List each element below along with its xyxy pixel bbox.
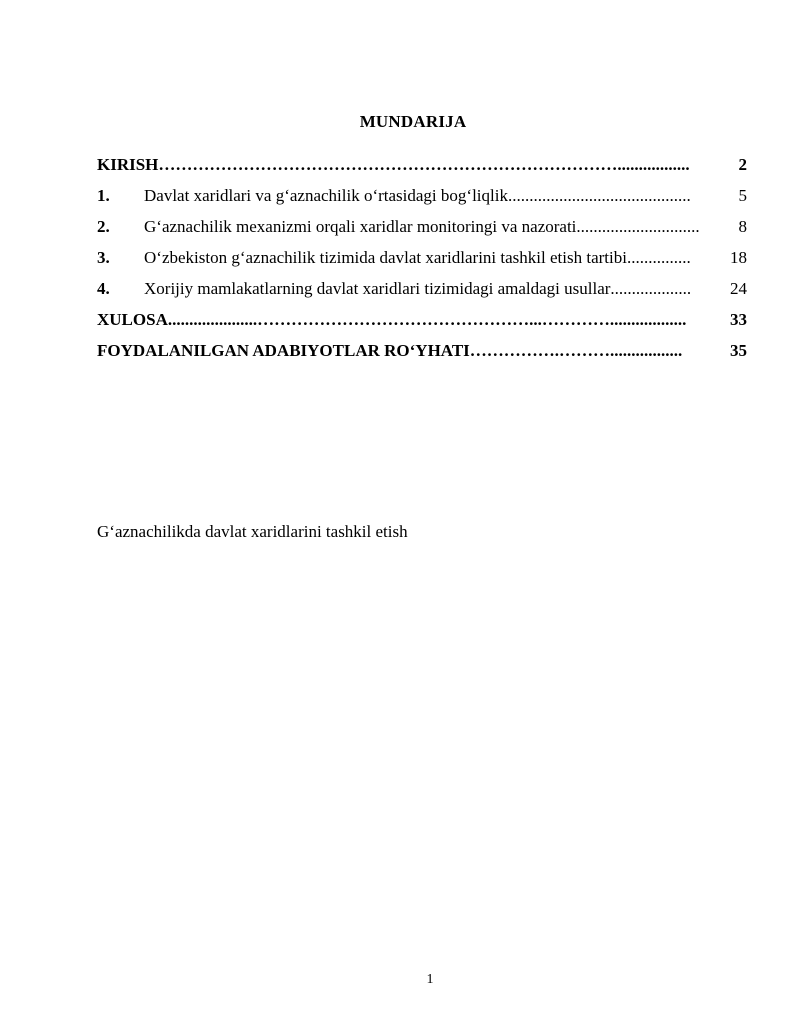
toc-entry-label: Xorijiy mamlakatlarning davlat xaridlari tizimidagi amaldagi usullar [144, 279, 611, 298]
toc-entry-page: 18 [730, 248, 747, 267]
toc-entry-page: 33 [730, 310, 747, 329]
toc-entry-kirish[interactable] [97, 155, 747, 186]
toc-entry-number: 4. [97, 279, 110, 298]
toc-entry-page: 2 [738, 155, 747, 174]
toc-entry-label: G‘aznachilik mexanizmi orqali xaridlar monitoringi va nazorati [144, 217, 577, 236]
toc-leader-dots: ............... [626, 248, 691, 267]
toc-leader-dots: ………………………………………………………………………................. [158, 155, 690, 174]
toc-entry-4[interactable] [97, 279, 747, 310]
document-subtitle: G‘aznachilikda davlat xaridlarini tashkil etish [97, 522, 408, 541]
toc-entry-2[interactable] [97, 217, 747, 248]
toc-entry-label: XULOSA [97, 310, 168, 329]
toc-entry-page: 35 [730, 341, 747, 360]
toc-entry-number: 1. [97, 186, 110, 205]
toc-leader-dots: .....................…………………………………………...………….................. [167, 310, 687, 329]
toc-entry-label: FOYDALANILGAN ADABIYOTLAR RO‘YHATI [97, 341, 470, 360]
toc-entry-adabiyotlar[interactable] [97, 341, 747, 372]
toc-entry-number: 3. [97, 248, 110, 267]
table-of-contents [97, 155, 747, 372]
toc-entry-label: O‘zbekiston g‘aznachilik tizimida davlat xaridlarini tashkil etish tartibi [144, 248, 627, 267]
toc-entry-label: KIRISH [97, 155, 159, 174]
toc-entry-page: 5 [738, 186, 747, 205]
toc-entry-3[interactable] [97, 248, 747, 279]
toc-entry-page: 8 [738, 217, 747, 236]
page-number: 1 [426, 972, 434, 987]
toc-title: MUNDARIJA [359, 112, 467, 131]
toc-leader-dots: ........................................... [507, 186, 691, 205]
toc-leader-dots: …………….………................. [469, 341, 683, 360]
toc-entry-xulosa[interactable] [97, 310, 747, 341]
toc-entry-page: 24 [730, 279, 747, 298]
toc-leader-dots: ............................. [576, 217, 700, 236]
toc-leader-dots: ................... [610, 279, 692, 298]
toc-entry-1[interactable] [97, 186, 747, 217]
toc-entry-number: 2. [97, 217, 110, 236]
toc-entry-label: Davlat xaridlari va g‘aznachilik o‘rtasidagi bog‘liqlik [144, 186, 508, 205]
